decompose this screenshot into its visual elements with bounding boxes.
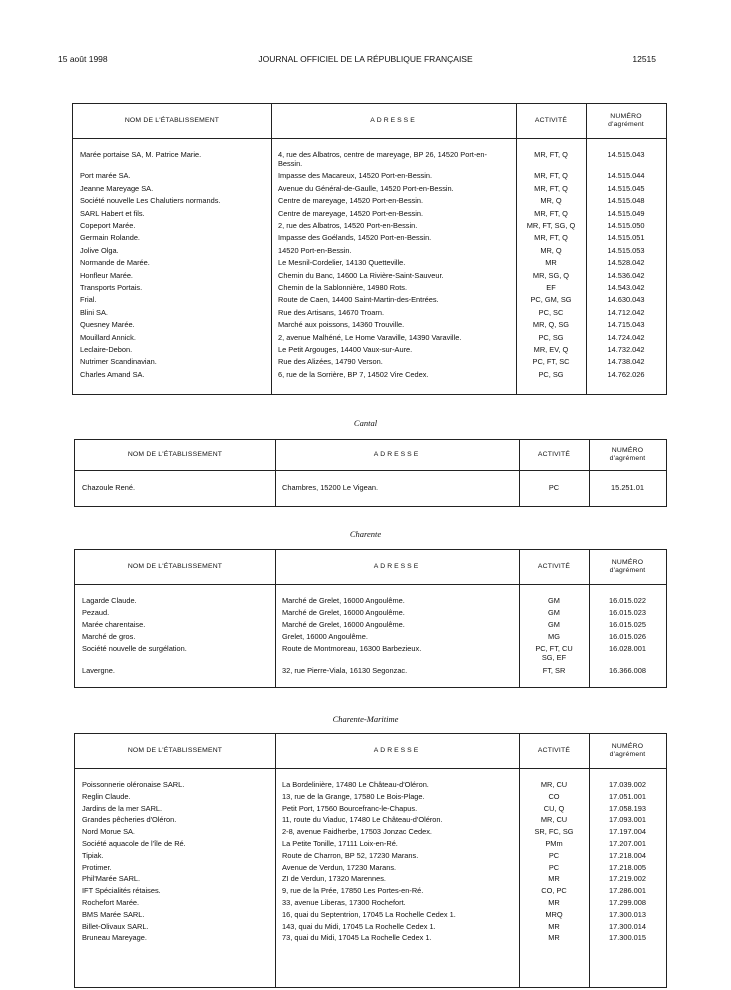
cell-name: Jardins de la mer SARL. [82,803,163,813]
cell-address: Marché de Grelet, 16000 Angoulême. [282,608,405,618]
cell-address: Grelet, 16000 Angoulême. [282,632,368,642]
cell-activity: PC [548,850,560,860]
cell-number: 15.251.01 [611,483,644,492]
cell-activity: PC [548,862,560,872]
cell-activity: PC, SG [538,369,564,379]
column-header-number: NUMÉRO d'agrément [609,559,646,574]
column-divider [275,734,276,987]
cell-address: Le Petit Argouges, 14400 Vaux-sur-Aure. [278,345,413,354]
cell-name: Rochefort Marée. [82,898,140,907]
cell-activity: MR [548,898,560,907]
cell-number: 17.300.015 [609,933,646,943]
cell-name: Grandes pêcheries d'Oléron. [82,815,177,825]
cell-activity: GM [548,596,560,605]
cell-activity: PC, FT, CU SG, EF [535,644,573,663]
cell-number: 14.515.048 [607,196,645,206]
cell-address: Petit Port, 17560 Bourcefranc-le-Chapus. [282,803,418,813]
cell-address: Rue des Artisans, 14670 Troarn. [278,307,384,317]
cell-activity: MR [548,921,560,931]
cell-name: Marée portaise SA, M. Patrice Marie. [80,150,202,159]
page-header-date: 15 août 1998 [58,54,108,64]
cell-activity: MR [548,874,560,884]
establishments-table [72,103,667,395]
cell-activity: MR, FT, Q [534,183,568,193]
cell-name: Marché de gros. [82,632,136,642]
table-header [75,440,666,471]
column-header-address: ADRESSE [370,117,417,124]
cell-name: Tipiak. [82,850,104,860]
cell-name: Lagarde Claude. [82,596,137,605]
cell-activity: MR, SG, Q [532,270,570,280]
cell-number: 16.015.025 [609,620,646,630]
cell-number: 14.712.042 [607,307,645,317]
cell-address: Chambres, 15200 Le Vigean. [282,483,379,492]
cell-activity: CO [548,791,560,801]
cell-name: Copeport Marée. [80,221,136,230]
establishments-table [74,549,667,688]
column-header-activity: ACTIVITÉ [537,747,571,754]
cell-name: Société nouvelle Les Chalutiers normands. [80,196,221,206]
cell-activity: MR, Q [540,196,562,206]
column-header-name: NOM DE L'ÉTABLISSEMENT [127,747,223,754]
cell-name: Société nouvelle de surgélation. [82,644,187,654]
cell-activity: PMm [545,839,563,848]
cell-name: Jolive Olga. [80,245,119,255]
cell-number: 14.738.042 [607,357,645,367]
cell-name: Bruneau Mareyage. [82,933,147,943]
cell-name: Chazoule René. [82,483,136,492]
cell-name: Blini SA. [80,307,108,317]
cell-activity: MR, CU [540,815,568,825]
cell-activity: MRQ [545,909,563,919]
cell-address: Centre de mareyage, 14520 Port-en-Bessin. [278,196,424,206]
column-header-name: NOM DE L'ÉTABLISSEMENT [127,451,223,458]
cell-address: Impasse des Macareux, 14520 Port-en-Bessin. [278,171,433,181]
cell-activity: MR, Q [540,245,562,255]
cell-activity: MR [545,258,557,268]
section-title: Charente-Maritime [332,714,399,724]
cell-address: 73, quai du Midi, 17045 La Rochelle Cedex 1. [282,933,432,943]
cell-name: Protimer. [82,862,112,872]
column-header-number: NUMÉRO d'agrément [609,447,646,462]
cell-address: Avenue de Verdun, 17230 Marans. [282,862,397,872]
cell-name: Jeanne Mareyage SA. [80,183,154,193]
cell-number: 14.528.042 [607,258,645,268]
cell-activity: MR, CU [540,780,568,789]
cell-number: 14.515.050 [607,221,645,230]
cell-name: Phil'Marée SARL. [82,874,141,884]
cell-name: Honfleur Marée. [80,270,133,280]
section-title: Charente [349,529,382,539]
cell-name: Billet-Olivaux SARL. [82,921,149,931]
cell-activity: CO, PC [541,886,567,896]
cell-activity: GM [548,608,560,618]
cell-activity: PC, SG [538,332,564,342]
cell-name: Pezaud. [82,608,110,618]
cell-address: Centre de mareyage, 14520 Port-en-Bessin. [278,208,424,218]
cell-number: 16.015.023 [609,608,646,618]
cell-name: Reglin Claude. [82,791,131,801]
cell-name: IFT Spécialités rétaises. [82,886,161,896]
cell-name: Mouillard Annick. [80,332,136,342]
column-header-name: NOM DE L'ÉTABLISSEMENT [124,117,220,124]
cell-number: 14.715.043 [607,320,645,330]
table-header [73,104,666,139]
cell-number: 17.197.004 [609,827,646,837]
cell-number: 17.218.005 [609,862,646,872]
cell-number: 17.218.004 [609,850,646,860]
cell-number: 17.039.002 [609,780,646,789]
cell-name: BMS Marée SARL. [82,909,145,919]
column-header-number: NUMÉRO d'agrément [609,743,646,758]
cell-name: Poissonnerie oléronaise SARL. [82,780,185,789]
cell-activity: FT, SR [542,665,566,675]
cell-number: 17.299.008 [609,898,646,907]
cell-number: 17.093.001 [609,815,646,825]
cell-activity: MG [548,632,560,642]
column-header-address: ADRESSE [373,563,421,570]
cell-activity: MR, Q, SG [532,320,570,330]
cell-name: Leclaire-Debon. [80,345,133,354]
cell-address: Chemin du Banc, 14600 La Rivière-Saint-Sauveur. [278,270,444,280]
column-header-address: ADRESSE [373,747,421,754]
cell-number: 14.732.042 [607,345,645,354]
cell-activity: MR, FT, Q [534,208,568,218]
cell-number: 14.515.044 [607,171,645,181]
cell-number: 17.058.193 [609,803,646,813]
column-header-address: ADRESSE [373,451,421,458]
cell-number: 14.515.043 [607,150,645,159]
cell-activity: SR, FC, SG [534,827,574,837]
column-divider [271,104,272,394]
cell-activity: CU, Q [543,803,565,813]
cell-number: 16.366.008 [609,665,646,675]
column-header-activity: ACTIVITÉ [537,563,571,570]
establishments-table [74,733,667,988]
cell-activity: MR [548,933,560,943]
page-header-journal: JOURNAL OFFICIEL DE LA RÉPUBLIQUE FRANÇAISE [258,54,473,64]
column-header-activity: ACTIVITÉ [537,451,571,458]
cell-number: 14.515.049 [607,208,645,218]
cell-name: Nutrimer Scandinavian. [80,357,157,367]
cell-number: 16.028.001 [609,644,646,654]
cell-name: Normande de Marée. [80,258,150,268]
cell-address: 2, rue des Albatros, 14520 Port-en-Bessin. [278,221,418,230]
cell-address: 14520 Port-en-Bessin. [278,245,352,255]
cell-number: 17.300.013 [609,909,646,919]
cell-name: Quesney Marée. [80,320,135,330]
cell-address: Impasse des Goélands, 14520 Port-en-Bessin. [278,233,432,243]
cell-name: Germain Rolande. [80,233,140,243]
cell-activity: PC, SC [538,307,564,317]
page-header-page-number: 12515 [632,54,656,64]
cell-address: Rue des Alizées, 14790 Verson. [278,357,383,367]
cell-address: 4, rue des Albatros, centre de mareyage, BP 26, 14520 Port-en- Bessin. [278,150,487,168]
cell-address: 6, rue de la Sorrière, BP 7, 14502 Vire Cedex. [278,369,429,379]
cell-number: 14.515.053 [607,245,645,255]
cell-activity: MR, FT, SG, Q [526,221,576,230]
column-header-number: NUMÉRO d'agrément [608,113,644,128]
cell-activity: PC, GM, SG [530,295,572,305]
cell-number: 14.724.042 [607,332,645,342]
table-header [75,734,666,769]
cell-address: 2, avenue Malhéné, Le Home Varaville, 14390 Varaville. [278,332,462,342]
cell-address: 32, rue Pierre-Viala, 16130 Segonzac. [282,665,408,675]
cell-address: 33, avenue Liberas, 17300 Rochefort. [282,898,406,907]
cell-number: 14.515.045 [607,183,645,193]
cell-address: Marché de Grelet, 16000 Angoulême. [282,620,405,630]
cell-number: 14.543.042 [607,283,645,292]
cell-number: 14.630.043 [607,295,645,305]
cell-number: 16.015.026 [609,632,646,642]
cell-activity: PC, FT, SC [532,357,570,367]
cell-address: Route de Caen, 14400 Saint-Martin-des-Entrées. [278,295,439,305]
table-header [75,550,666,585]
cell-name: Marée charentaise. [82,620,146,630]
cell-address: La Petite Tonille, 17111 Loix-en-Ré. [282,839,398,848]
establishments-table [74,439,667,507]
column-header-activity: ACTIVITÉ [534,117,568,124]
cell-number: 14.762.026 [607,369,645,379]
cell-number: 17.219.002 [609,874,646,884]
cell-number: 17.051.001 [609,791,646,801]
cell-address: 16, quai du Septentrion, 17045 La Rochelle Cedex 1. [282,909,456,919]
cell-address: La Bordelinière, 17480 Le Château-d'Oléron. [282,780,429,789]
cell-activity: PC [548,483,560,492]
cell-name: Lavergne. [82,665,115,675]
cell-address: Route de Montmoreau, 16300 Barbezieux. [282,644,422,654]
cell-name: SARL Habert et fils. [80,208,145,218]
cell-address: 143, quai du Midi, 17045 La Rochelle Cedex 1. [282,921,436,931]
cell-activity: MR, EV, Q [533,345,569,354]
cell-number: 14.515.051 [607,233,645,243]
cell-name: Nord Morue SA. [82,827,135,837]
cell-activity: MR, FT, Q [534,171,568,181]
cell-activity: MR, FT, Q [534,150,568,159]
column-header-name: NOM DE L'ÉTABLISSEMENT [127,563,223,570]
section-title: Cantal [353,418,378,428]
cell-number: 17.300.014 [609,921,646,931]
cell-name: Société aquacole de l'île de Ré. [82,839,186,848]
cell-address: Route de Charron, BP 52, 17230 Marans. [282,850,419,860]
cell-address: 2-8, avenue Faidherbe, 17503 Jonzac Cedex. [282,827,432,837]
cell-number: 16.015.022 [609,596,646,605]
cell-number: 17.207.001 [609,839,646,848]
cell-activity: MR, FT, Q [534,233,568,243]
cell-number: 14.536.042 [607,270,645,280]
cell-name: Transports Portais. [80,283,143,292]
cell-address: 13, rue de la Grange, 17580 Le Bois-Plage. [282,791,425,801]
cell-activity: EF [546,283,556,292]
cell-address: 9, rue de la Prée, 17850 Les Portes-en-Ré. [282,886,424,896]
cell-activity: GM [548,620,560,630]
cell-address: Marché de Grelet, 16000 Angoulême. [282,596,405,605]
cell-number: 17.286.001 [609,886,646,896]
cell-address: Chemin de la Sablonnière, 14980 Rots. [278,283,408,292]
cell-address: ZI de Verdun, 17320 Marennes. [282,874,386,884]
cell-name: Charles Amand SA. [80,369,145,379]
cell-address: Le Mesnil-Cordelier, 14130 Quetteville. [278,258,406,268]
cell-name: Frial. [80,295,97,305]
cell-address: Marché aux poissons, 14360 Trouville. [278,320,405,330]
cell-name: Port marée SA. [80,171,131,181]
cell-address: Avenue du Général-de-Gaulle, 14520 Port-en-Bessin. [278,183,454,193]
cell-address: 11, route du Viaduc, 17480 Le Château-d'Oléron. [282,815,443,825]
